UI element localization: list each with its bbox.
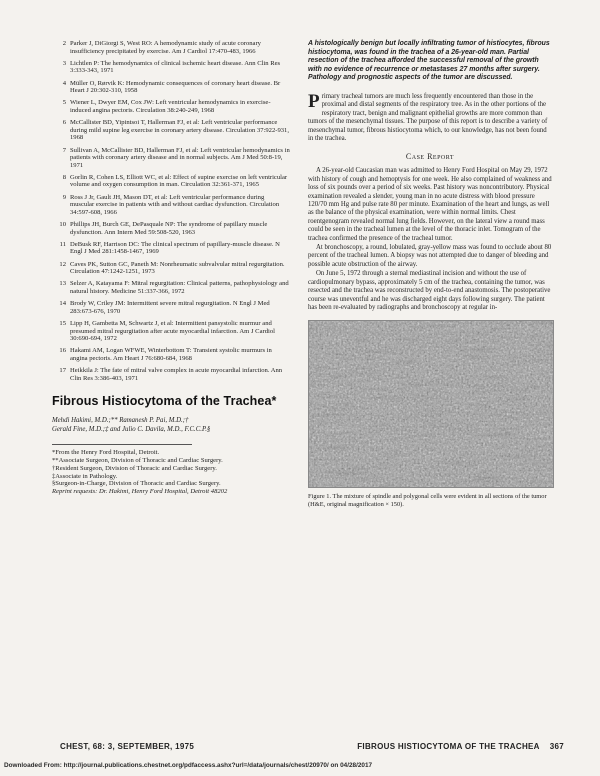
section-heading: Case Report [405,152,455,162]
footnote: *From the Henry Ford Hospital, Detroit. [52,449,160,457]
reference-item [52,347,290,362]
reference-item [52,241,290,256]
reference-item [52,99,290,114]
reference-item [52,320,290,343]
running-footer [357,742,564,751]
reference-item [52,80,290,95]
reference-item [52,60,290,75]
reference-number: 11 [59,240,66,248]
reference-text: Selzer A, Katayama F: Mitral regurgitation: Clinical patterns, pathophysiology and natural history. Medicine 51:337-366, 1972 [70,280,289,295]
abstract: A histologically benign but locally infiltrating tumor of histiocytes, fibrous histiocytoma, was found in the trachea of a 26-year-old man. Partial resection of the trachea afforded the successful removal of the growth with no evidence of recurrence or metastases 27 months after surgery. Pathology and prognostic aspects of the tumor are discussed. [308,40,550,82]
reprint-requests: Reprint requests: Dr. Hakimi, Henry Ford Hospital, Detroit 48202 [52,488,228,496]
reference-number: 3 [62,59,66,67]
footnote: ‡Associate in Pathology. [52,472,118,480]
reference-number: 6 [62,119,66,127]
footnote: §Surgeon-in-Charge, Division of Thoracic and Cardiac Surgery. [52,480,221,488]
reference-list [52,40,290,382]
introduction-paragraph [308,90,552,143]
reference-item [52,119,290,142]
footnote: **Associate Surgeon, Division of Thoracic and Cardiac Surgery. [52,457,223,465]
author-line: Mehdi Hakimi, M.D.;** Ramanesh P. Pai, M.D.;† [52,417,189,425]
reference-item [52,300,290,315]
drop-cap: P [308,90,320,112]
case-paragraph: On June 5, 1972 through a sternal mediastinal incision and without the use of cardiopulmonary bypass, approximately 5 cm of the trachea, containing the tumor, was resected and the trachea was reconstructed by end-to-end anastomosis. The postoperative course was uneventful and he was discharged eight days following surgery. The patient has been re-evaluated by radiographs and bronchoscopy at regular in- [308,270,551,311]
page-number: 367 [549,742,564,751]
reference-number: 16 [59,347,66,355]
reference-text: Brody W, Criley JM: Intermittent severe mitral regurgitation. N Engl J Med 283:673-676, 1970 [70,300,270,315]
reference-number: 8 [62,173,66,181]
reference-item [52,367,290,382]
reference-text: DeBusk RF, Harrison DC: The clinical spectrum of papillary-muscle disease. N Engl J Med 281:1458-1467, 1969 [70,240,280,256]
reference-number: 9 [62,193,66,201]
reference-text: Sullivan A, McCallister BD, Hallerman FJ, et al: Left ventricular hemodynamics in patients with coronary artery disease and in normal subjects. Am J Med 50:8-19, 1971 [70,146,290,169]
reference-text: McCallister BD, Yipintsoi T, Hallerman FJ, et al: Left ventricular performance during mild supine leg exercise in coronary artery disease. Circulation 37:922-931, 1968 [70,119,289,142]
introduction-text: rimary tracheal tumors are much less frequently encountered than those in the proximal and distal segments of the respiratory tree. As in the other portions of the respiratory tract, benign and malignant epithelial growths are more common than tumors of the mesenchymal tissues. The purpose of this report is to describe a variety of mesenchymal tumor, fibrous histiocytoma which, to our knowledge, has not been found in the trachea. [308,92,548,142]
reference-text: Parker J, DiGiorgi S, West RO: A hemodynamic study of acute coronary insufficiency precipitated by exercise. Am J Cardiol 17:470-483, 1966 [70,40,261,55]
reference-text: Ross J Jr, Gault JH, Mason DT, et al: Left ventricular performance during muscular exercise in patients with and without cardiac dysfunction. Circulation 34:597-608, 1966 [70,193,280,216]
reference-number: 5 [62,99,66,107]
reference-text: Müller O, Rørvik K: Hemodynamic consequences of coronary heart disease. Br Heart J 20:302-310, 1958 [70,79,281,95]
reference-item [52,174,290,189]
reference-text: Hakami AM, Logan WFWE, Winterbottom T: Transient systolic murmurs in angina pectoris. Am Heart J 76:680-684, 1968 [70,347,272,362]
reference-number: 13 [59,280,66,288]
reference-text: Lipp H, Gambetta M, Schwartz J, et al: Intermittent pansystolic murmur and presumed mitral regurgitation after acute myocardial infarction. Am J Cardiol 30:690-694, 1972 [70,319,275,343]
reference-text: Heikkila J: The fate of mitral valve complex in acute myocardial infarction. Ann Clin Res 3:386-403, 1971 [70,367,283,382]
journal-citation: CHEST, 68: 3, SEPTEMBER, 1975 [60,742,195,751]
reference-text: Wiener L, Dwyer EM, Cox JW: Left ventricular hemodynamics in exercise-induced angina pectoris. Circulation 38:240-249, 1968 [70,99,271,114]
footnotes [52,449,290,496]
reference-item [52,194,290,217]
case-paragraph: A 26-year-old Caucasian man was admitted to Henry Ford Hospital on May 29, 1972 with history of cough and hemoptysis for one week. He also complained of weakness and loss of six pounds over a period of six weeks. Past history was noncontributory. Physical examination revealed a slender, young man in no acute distress with blood pressure 120/70 mm Hg and pulse rate 80 per minute. Examination of the heart and lungs, as well as the balance of the physical examination, were within normal limits. Chest roentgenogram revealed normal lung fields. However, on the lateral view a round mass could be seen in the tracheal lumen at the level of the thoracic inlet. Tomogram of the trachea confirmed the presence of the tracheal tumor. [308,167,552,242]
reference-number: 7 [62,146,66,154]
reference-number: 4 [62,79,66,87]
reference-number: 14 [59,300,66,308]
left-column [52,40,290,496]
running-title: FIBROUS HISTIOCYTOMA OF THE TRACHEA [357,742,540,751]
reference-number: 10 [59,221,66,229]
reference-item [52,261,290,276]
reference-number: 2 [62,40,66,47]
figure-caption: Figure 1. The mixture of spindle and polygonal cells were evident in all sections of the tumor (H&E, original magnification × 150). [308,493,547,508]
case-paragraph: At bronchoscopy, a round, lobulated, gray-yellow mass was found to occlude about 80 percent of the tracheal lumen. A biopsy was not attempted due to danger of bleeding and possible acute obstruction of the airway. [308,244,552,268]
reference-text: Gorlin R, Cohen LS, Elliott WC, et al: Effect of supine exercise on left ventricular volume and oxygen consumption in man. Circulation 32:361-371, 1965 [70,173,288,189]
histology-micrograph [308,320,554,488]
micrograph-image [309,321,553,487]
right-column [308,40,552,509]
reference-item [52,40,290,55]
reference-number: 15 [59,319,66,327]
footnote: †Resident Surgeon, Division of Thoracic and Cardiac Surgery. [52,464,217,472]
reference-text: Phillips JH, Burch GE, DePasquale NP: The syndrome of papillary muscle dysfunction. Ann Intern Med 59:508-520, 1963 [70,221,268,236]
reference-text: Caves PK, Sutton GC, Paneth M: Nonrheumatic subvalvular mitral regurgitation. Circulation 47:1242-1251, 1973 [70,260,285,276]
article-title: Fibrous Histiocytoma of the Trachea* [52,394,277,409]
reference-item [52,280,290,295]
download-notice: Downloaded From: http://journal.publications.chestnet.org/pdfaccess.ashx?url=/data/journals/chest/20970/ on 04/28/2017 [4,762,373,769]
reference-text: Lichtlen P: The hemodynamics of clinical ischemic heart disease. Ann Clin Res 3:333-343, 1971 [70,59,281,75]
reference-item [52,147,290,170]
reference-item [52,221,290,236]
author-line: Gerald Fine, M.D.;‡ and Julio C. Davila, M.D., F.C.C.P.§ [52,426,211,434]
author-list [52,416,290,434]
reference-number: 12 [59,260,66,268]
reference-number: 17 [59,367,66,375]
